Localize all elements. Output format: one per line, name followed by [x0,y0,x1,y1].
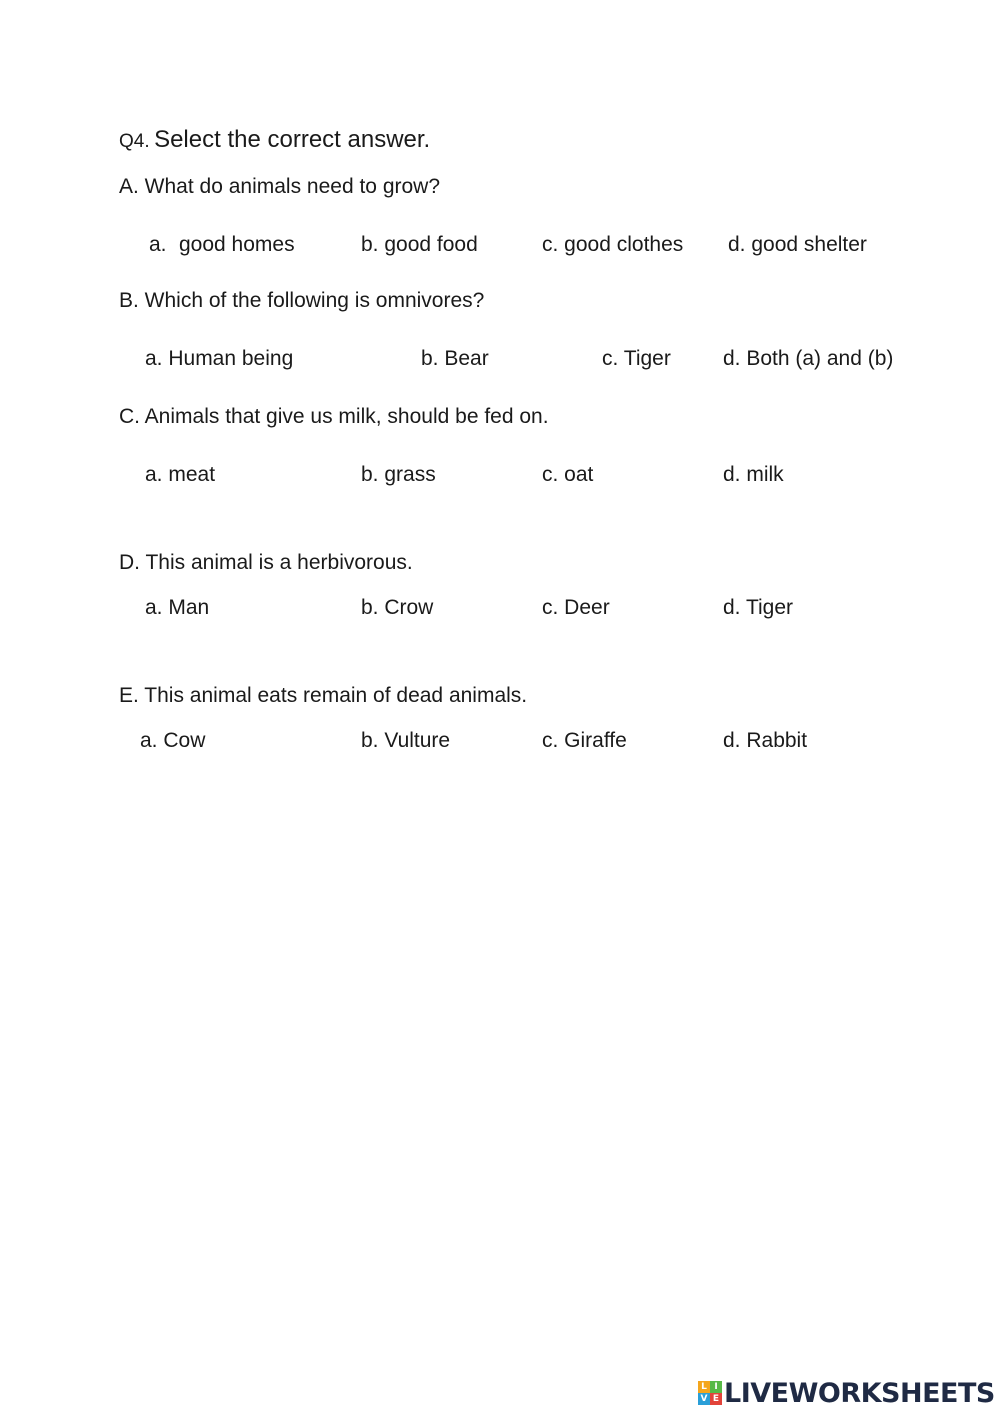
option-a[interactable]: a. Cow [140,729,206,752]
option-d[interactable]: d. Tiger [723,596,794,619]
liveworksheets-logo [698,1378,995,1408]
option-a-letter[interactable]: a. [149,233,167,256]
option-a-text[interactable]: good homes [179,233,295,256]
badge-letter: I [710,1381,722,1393]
badge-letter: E [710,1393,722,1405]
option-b[interactable]: b. Bear [421,347,489,370]
option-d[interactable]: d. Both (a) and (b) [723,347,894,370]
badge-letter: V [698,1393,710,1405]
option-a[interactable]: a. meat [145,463,216,486]
option-c[interactable]: c. Deer [542,596,610,619]
option-a[interactable]: a. Man [145,596,210,619]
option-d[interactable]: d. good shelter [728,233,867,256]
logo-text: LIVEWORKSHEETS [724,1377,995,1409]
option-b[interactable]: b. grass [361,463,436,486]
option-c[interactable]: c. oat [542,463,594,486]
option-b[interactable]: b. Crow [361,596,434,619]
question-a-text: A. What do animals need to grow? [119,175,441,198]
question-c-text: C. Animals that give us milk, should be fed on. [119,405,549,428]
question-b-text: B. Which of the following is omnivores? [119,289,485,312]
question-number: Q4. [119,131,150,152]
question-d-text: D. This animal is a herbivorous. [119,551,413,574]
question-heading [119,126,430,154]
option-c[interactable]: c. good clothes [542,233,684,256]
option-a[interactable]: a. Human being [145,347,294,370]
option-b[interactable]: b. good food [361,233,478,256]
question-e-text: E. This animal eats remain of dead animals. [119,684,528,707]
option-c[interactable]: c. Tiger [602,347,671,370]
option-d[interactable]: d. milk [723,463,784,486]
option-b[interactable]: b. Vulture [361,729,451,752]
logo-badge-icon [698,1381,722,1405]
option-c[interactable]: c. Giraffe [542,729,627,752]
option-d[interactable]: d. Rabbit [723,729,808,752]
badge-letter: L [698,1381,710,1393]
instruction-text: Select the correct answer. [154,126,431,153]
